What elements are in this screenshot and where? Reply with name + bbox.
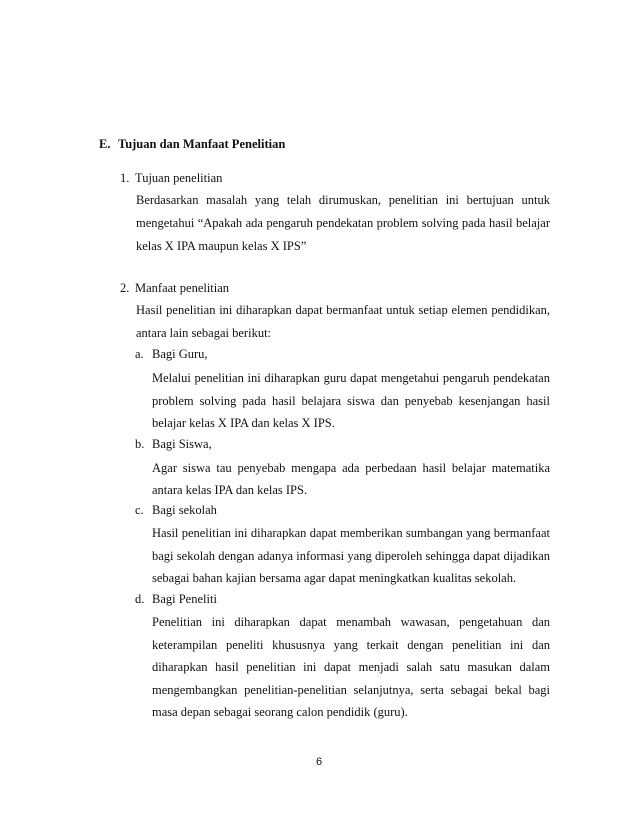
benefit-sekolah-line-1: Hasil penelitian ini diharapkan dapat memberikan sumbangan yang bermanfaat — [152, 526, 550, 540]
manfaat-heading — [120, 281, 229, 296]
section-heading — [99, 137, 285, 152]
section-title: Tujuan dan Manfaat Penelitian — [118, 137, 286, 151]
tujuan-line-2: mengetahui “Apakah ada pengaruh pendekatan problem solving pada hasil belajar — [136, 216, 550, 230]
benefit-guru-line-1: Melalui penelitian ini diharapkan guru dapat mengetahui pengaruh pendekatan — [152, 371, 550, 385]
benefit-guru-line-3: belajar kelas X IPA dan kelas X IPS. — [152, 416, 335, 430]
benefit-peneliti-line-3: diharapkan hasil penelitian ini dapat menjadi salah satu masukan dalam — [152, 660, 550, 674]
page-number: 6 — [315, 756, 323, 768]
benefit-peneliti-heading — [135, 592, 217, 607]
benefit-sekolah-line-3: sebagai bahan kajian bersama agar dapat meningkatkan kualitas sekolah. — [152, 571, 517, 585]
benefit-guru-letter: a. — [135, 347, 144, 361]
manfaat-line-2: antara lain sebagai berikut: — [136, 326, 272, 340]
tujuan-line-1: Berdasarkan masalah yang telah dirumuskan, penelitian ini bertujuan untuk — [136, 193, 550, 207]
manfaat-line-1: Hasil penelitian ini diharapkan dapat bermanfaat untuk setiap elemen pendidikan, — [136, 303, 550, 317]
benefit-siswa-line-1: Agar siswa tau penyebab mengapa ada perbedaan hasil belajar matematika — [152, 461, 550, 475]
manfaat-number: 2. — [120, 281, 130, 295]
benefit-sekolah-title: Bagi sekolah — [152, 503, 217, 517]
benefit-siswa-letter: b. — [135, 437, 145, 451]
tujuan-title: Tujuan penelitian — [135, 171, 223, 185]
benefit-peneliti-line-5: masa depan sebagai seorang calon pendidik (guru). — [152, 705, 408, 719]
manfaat-title: Manfaat penelitian — [135, 281, 230, 295]
benefit-sekolah-line-2: bagi sekolah dengan adanya informasi yang diperoleh sehingga dapat dijadikan — [152, 549, 550, 563]
benefit-peneliti-line-4: mengembangkan penelitian-penelitian selanjutnya, serta sebagai bekal bagi — [152, 683, 550, 697]
benefit-guru-title: Bagi Guru, — [152, 347, 208, 361]
tujuan-number: 1. — [120, 171, 130, 185]
benefit-guru-heading — [135, 347, 208, 362]
benefit-siswa-line-2: antara kelas IPA dan kelas IPS. — [152, 483, 308, 497]
tujuan-heading — [120, 171, 222, 186]
benefit-sekolah-letter: c. — [135, 503, 144, 517]
section-letter: E. — [99, 137, 111, 151]
benefit-peneliti-letter: d. — [135, 592, 145, 606]
benefit-peneliti-line-2: keterampilan peneliti khususnya yang terkait dengan penelitian ini dan — [152, 638, 550, 652]
tujuan-line-3: kelas X IPA maupun kelas X IPS” — [136, 239, 307, 253]
benefit-peneliti-title: Bagi Peneliti — [152, 592, 217, 606]
benefit-siswa-heading — [135, 437, 212, 452]
benefit-guru-line-2: problem solving pada hasil belajara siswa dan penyebab kesenjangan hasil — [152, 394, 550, 408]
benefit-peneliti-line-1: Penelitian ini diharapkan dapat menambah wawasan, pengetahuan dan — [152, 615, 550, 629]
benefit-siswa-title: Bagi Siswa, — [152, 437, 212, 451]
benefit-sekolah-heading — [135, 503, 217, 518]
